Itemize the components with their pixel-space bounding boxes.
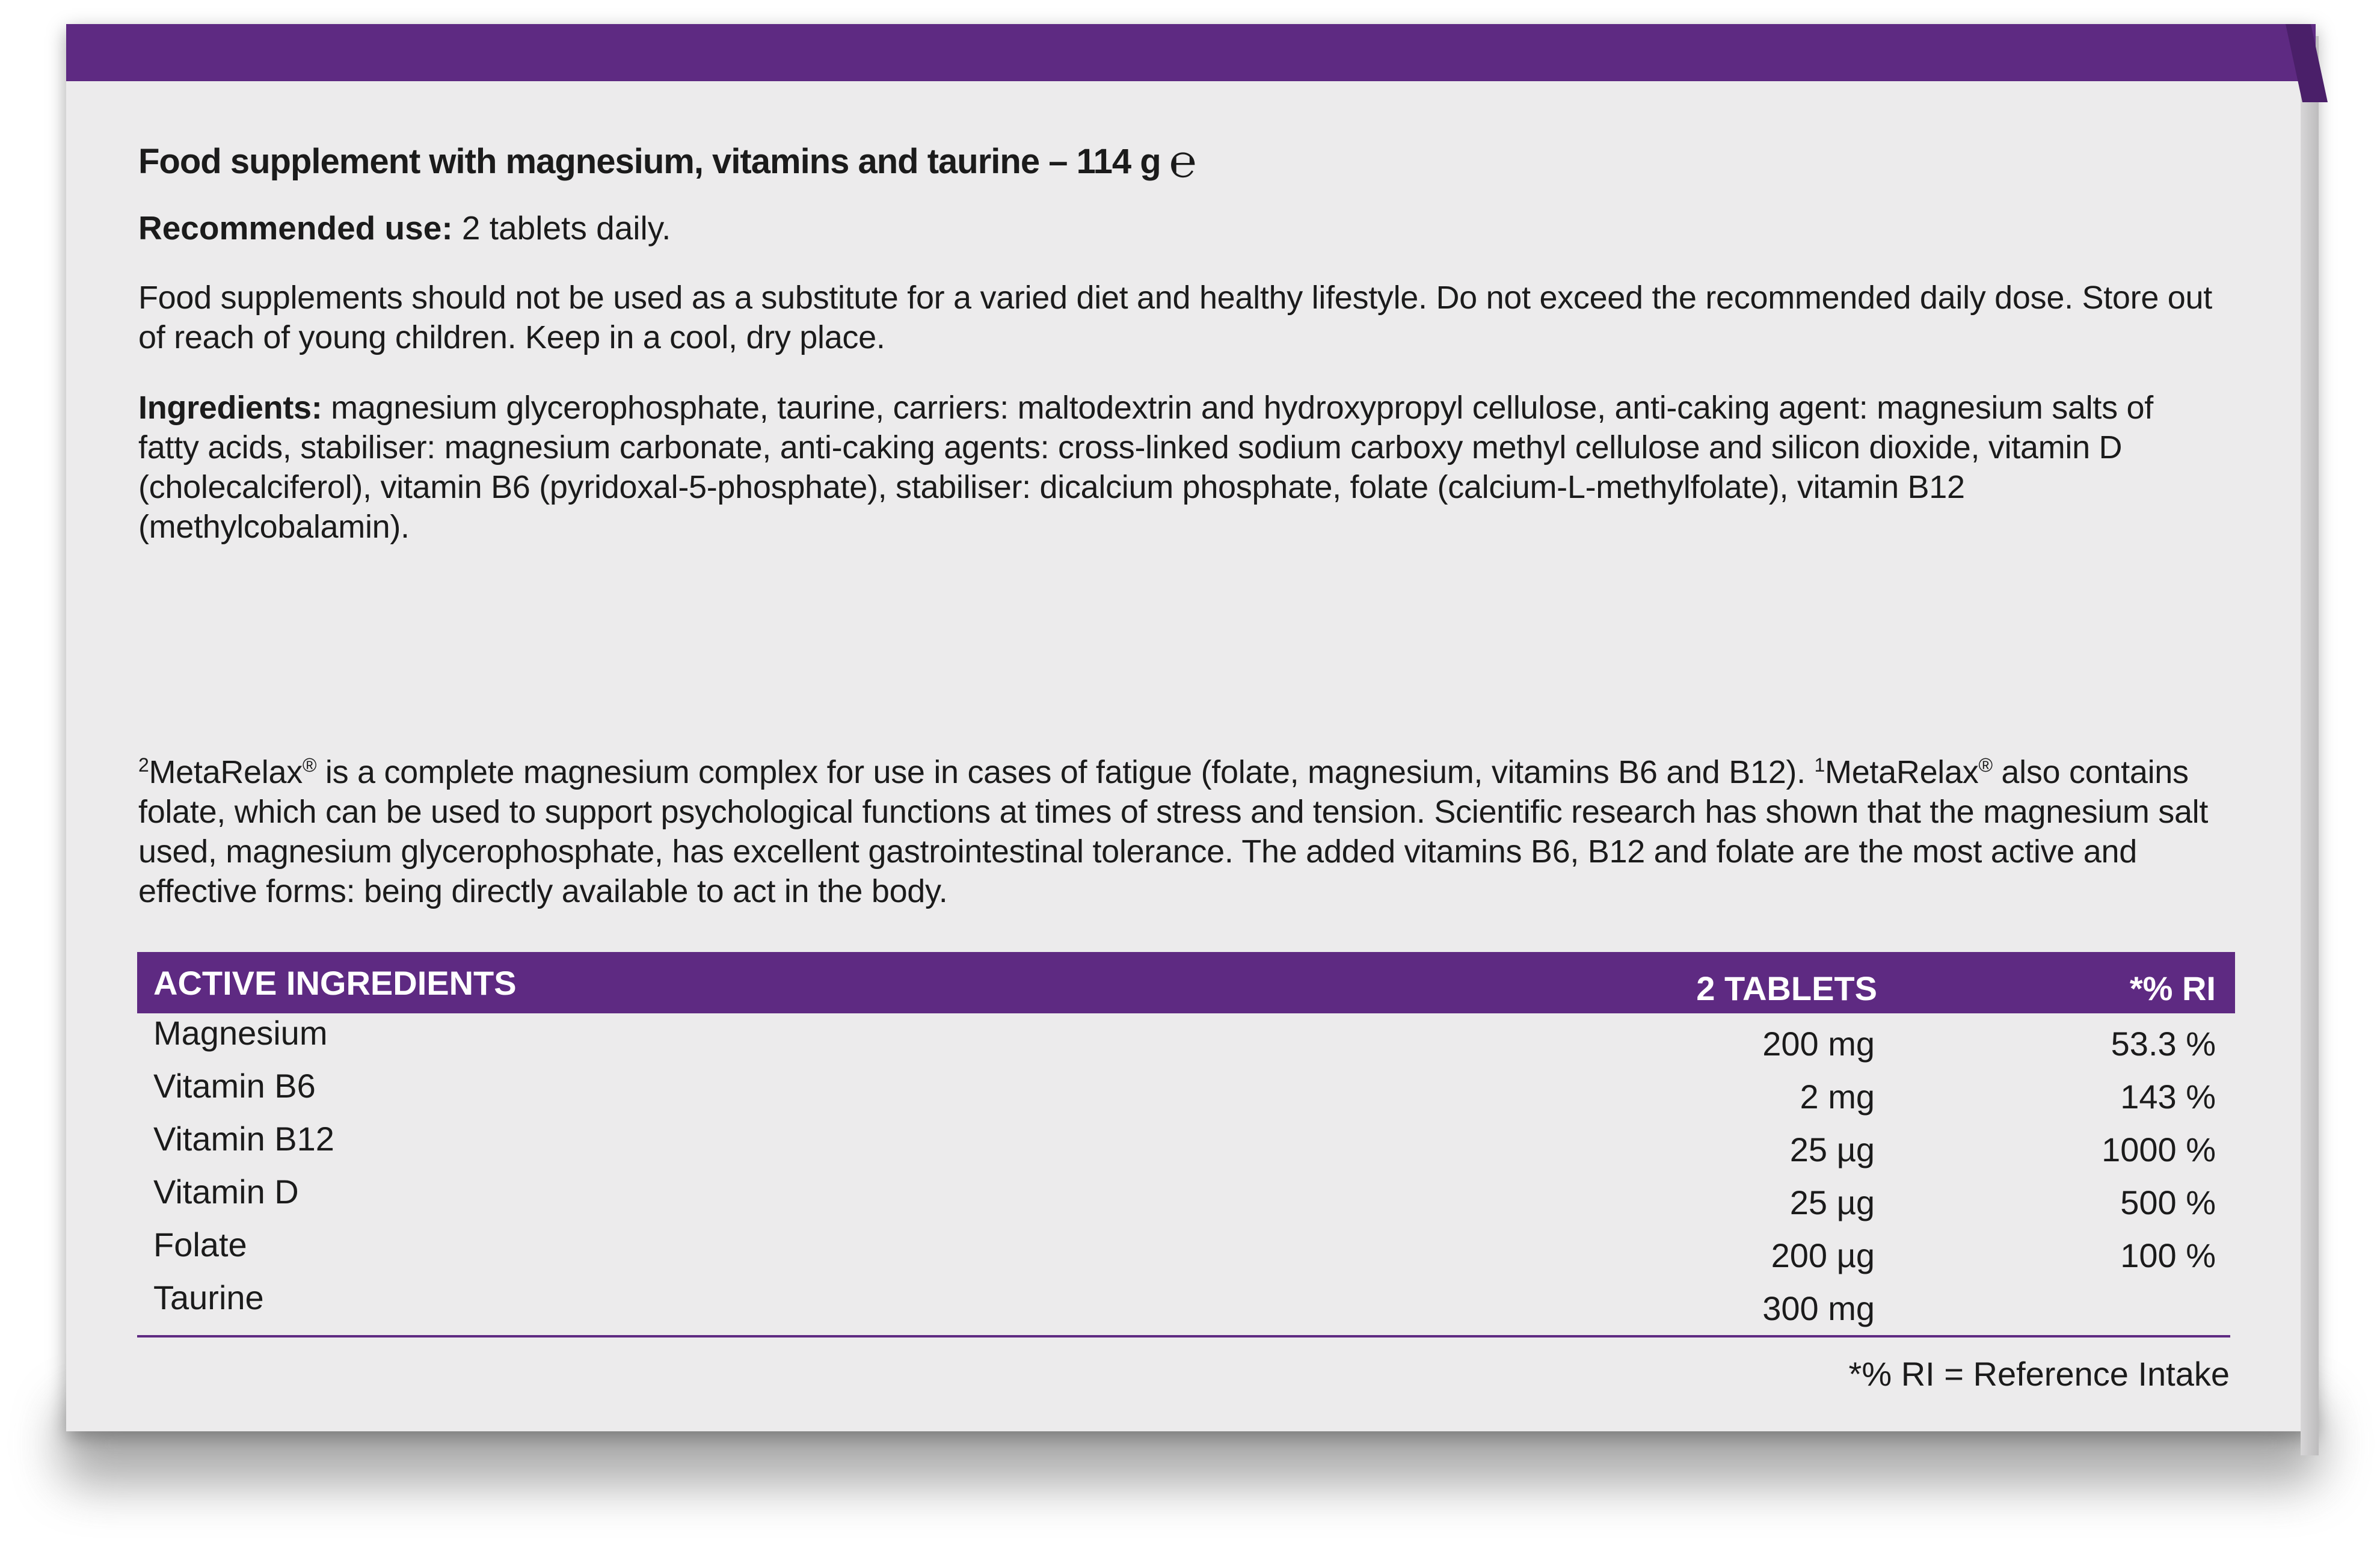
ingredient-ri: 500 %	[2120, 1184, 2216, 1221]
ingredient-amount: 25 µg	[1789, 1184, 1875, 1221]
ingredient-name: Vitamin B12	[153, 1120, 334, 1158]
ingredient-name: Folate	[153, 1226, 247, 1264]
ingredients-paragraph	[138, 388, 2219, 547]
nutrition-table-header	[137, 952, 2235, 1013]
ingredient-name: Vitamin D	[153, 1173, 299, 1211]
metarelax-text-1: is a complete magnesium complex for use in cases of fatigue (folate, magnesium, vitamins B6 and B12).	[316, 754, 1815, 790]
registered-mark: ®	[302, 754, 317, 776]
footnote-ref-1: 1	[1814, 754, 1825, 776]
ingredient-amount: 25 µg	[1789, 1131, 1875, 1169]
ingredient-name: Taurine	[153, 1279, 264, 1316]
ingredient-amount: 200 µg	[1771, 1236, 1875, 1274]
ingredients-label: Ingredients:	[138, 390, 322, 426]
header-ri: *% RI	[2129, 969, 2216, 1007]
recommended-use-label: Recommended use:	[138, 209, 453, 247]
ingredient-name: Magnesium	[153, 1014, 328, 1052]
purple-top-band	[66, 24, 2316, 81]
ingredient-ri: 1000 %	[2102, 1131, 2216, 1169]
ingredient-amount: 200 mg	[1762, 1025, 1875, 1063]
ingredients-text: magnesium glycerophosphate, taurine, carriers: maltodextrin and hydroxypropyl cellulose, anti-caking agent: magnesium salts of fatty acids, stabiliser: magnesium carbonate, anti-caking agents: cross-linked sodium carboxy methyl cellulose and silicon dioxide, vitamin D (cholecalciferol), vitamin B6 (pyridoxal-5-phosphate), stabiliser: dicalcium phosphate, folate (calcium-L-methylfolate), vitamin B12 (methylcobalamin).	[138, 390, 2153, 545]
ingredient-amount: 2 mg	[1800, 1078, 1875, 1116]
product-title-text: Food supplement with magnesium, vitamins and taurine – 114 g	[138, 142, 1161, 181]
table-bottom-rule	[137, 1335, 2230, 1337]
registered-mark: ®	[1978, 754, 1993, 776]
estimated-sign-icon: ℮	[1169, 134, 1196, 188]
warning-text: Food supplements should not be used as a substitute for a varied diet and healthy lifestyle. Do not exceed the recommended daily dose. Store out of reach of young children. Keep in a cool, dry place.	[138, 280, 2212, 355]
header-active-ingredients: ACTIVE INGREDIENTS	[153, 964, 517, 1002]
reference-intake-footnote: *% RI = Reference Intake	[1848, 1355, 2230, 1393]
ingredient-ri: 100 %	[2120, 1236, 2216, 1274]
product-title	[138, 134, 1196, 188]
recommended-use-text: 2 tablets daily.	[452, 209, 671, 247]
ingredient-amount: 300 mg	[1762, 1289, 1875, 1327]
metarelax-description	[138, 752, 2219, 911]
brand-name: MetaRelax	[1825, 754, 1979, 790]
brand-name: MetaRelax	[149, 754, 303, 790]
package-side-edge	[2301, 36, 2319, 1455]
ingredient-name: Vitamin B6	[153, 1067, 316, 1105]
ingredient-ri: 143 %	[2120, 1078, 2216, 1116]
metarelax-text-2: also contains folate, which can be used to support psychological functions at times of stress and tension. Scientific research has shown that the magnesium salt used, magnesium glycerophosphate, has excellent gastrointestinal tolerance. The added vitamins B6, B12 and folate are the most active and effective forms: being directly available to act in the body.	[138, 754, 2209, 909]
recommended-use	[138, 209, 671, 247]
ingredient-ri: 53.3 %	[2111, 1025, 2216, 1063]
header-2-tablets: 2 TABLETS	[1696, 969, 1877, 1007]
footnote-ref-2: 2	[138, 754, 149, 776]
